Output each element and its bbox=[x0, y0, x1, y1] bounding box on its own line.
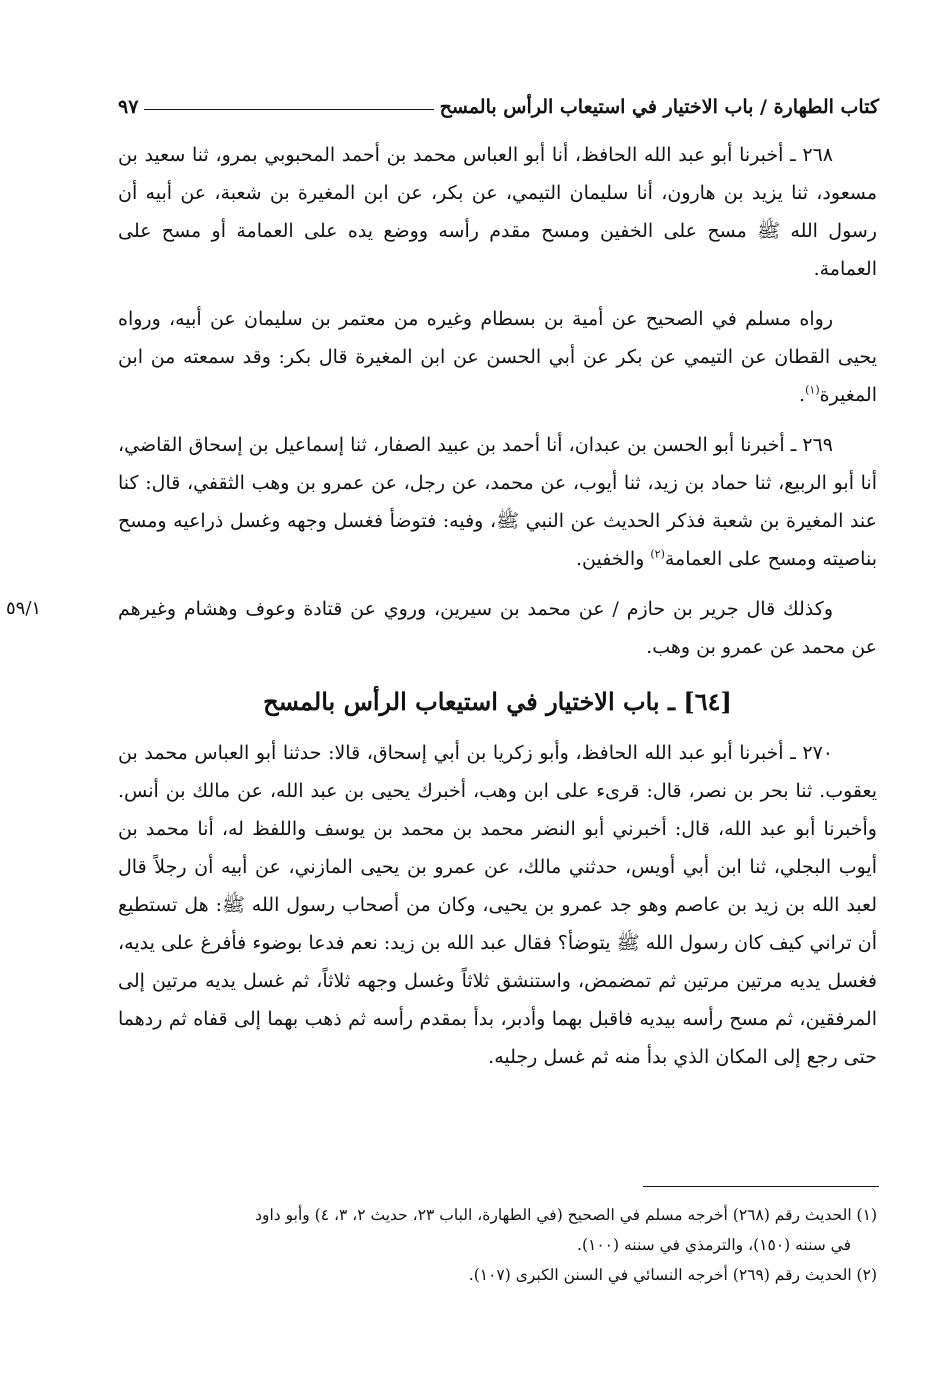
hadith-269-text: ٢٦٩ ـ أخبرنا أبو الحسن بن عبدان، أنا أحمد بن عبيد الصفار، ثنا إسماعيل بن إسحاق القاضي، أنا أبو الربيع، ثنا حماد بن زيد، ثنا أيوب، عن محمد، عن رجل، عن عمرو بن وهب الثقفي، قال: كنا عند المغيرة بن شعبة فذكر الحديث عن النبي ﷺ، وفيه: فتوضأ فغسل وجهه وغسل ذراعيه ومسح بناصيته ومسح على العمامة bbox=[118, 434, 877, 570]
running-head bbox=[118, 78, 879, 118]
running-head-title: كتاب الطهارة / باب الاختيار في استيعاب الرأس بالمسح bbox=[439, 96, 879, 118]
commentary-269-text: وكذلك قال جرير بن حازم / عن محمد بن سيرين، وروي عن قتادة وعوف وهشام وغيرهم عن محمد عن عمرو بن وهب. bbox=[118, 598, 877, 658]
commentary-268 bbox=[118, 300, 877, 414]
hadith-268-text: ٢٦٨ ـ أخبرنا أبو عبد الله الحافظ، أنا أبو العباس محمد بن أحمد المحبوبي بمرو، ثنا سعيد بن مسعود، ثنا يزيد بن هارون، أنا سليمان التيمي، عن بكر، عن ابن المغيرة بن شعبة، عن أبيه أن رسول الله ﷺ مسح على الخفين ومسح مقدم رأسه ووضع يده على العمامة أو مسح على العمامة. bbox=[118, 144, 877, 280]
footnotes bbox=[118, 1200, 877, 1290]
running-head-rule bbox=[144, 109, 433, 110]
footnote-separator bbox=[643, 1186, 879, 1187]
footnote-1 bbox=[118, 1200, 877, 1230]
commentary-269 bbox=[118, 590, 877, 666]
main-text bbox=[6, 136, 877, 1076]
footnote-ref-1: (١) bbox=[805, 383, 820, 397]
commentary-268-end: . bbox=[799, 384, 806, 406]
page-number: ٩٧ bbox=[118, 96, 139, 118]
hadith-269 bbox=[118, 426, 877, 578]
chapter-heading: [٦٤] ـ باب الاختيار في استيعاب الرأس بالمسح bbox=[263, 687, 732, 716]
margin-note: ٥٩/١ bbox=[6, 598, 42, 619]
hadith-268 bbox=[118, 136, 877, 288]
footnote-1-continued bbox=[118, 1230, 877, 1260]
hadith-270 bbox=[118, 734, 877, 1076]
commentary-268-text: رواه مسلم في الصحيح عن أمية بن بسطام وغيره من معتمر بن سليمان عن أبيه، ورواه يحيى القطان عن التيمي عن بكر عن أبي الحسن عن ابن المغيرة قال بكر: وقد سمعته من ابن المغيرة bbox=[118, 308, 877, 406]
footnote-1-line2: في سننه (١٥٠)، والترمذي في سننه (١٠٠). bbox=[577, 1236, 851, 1254]
footnote-1-line1: (١) الحديث رقم (٢٦٨) أخرجه مسلم في الصحيح (في الطهارة، الباب ٢٣، حديث ٢، ٣، ٤) وأبو داود bbox=[255, 1206, 877, 1224]
hadith-269-end: والخفين. bbox=[575, 548, 651, 570]
commentary-269-wrap bbox=[6, 590, 877, 666]
footnote-ref-2: (٢) bbox=[650, 547, 665, 561]
footnote-2 bbox=[118, 1260, 877, 1290]
footnote-2-line1: (٢) الحديث رقم (٢٦٩) أخرجه النسائي في السنن الكبرى (١٠٧). bbox=[468, 1266, 877, 1284]
hadith-270-text: ٢٧٠ ـ أخبرنا أبو عبد الله الحافظ، وأبو زكريا بن أبي إسحاق، قالا: حدثنا أبو العباس محمد بن يعقوب. ثنا بحر بن نصر، قال: قرىء على ابن وهب، أخبرك يحيى بن عبد الله، عن مالك بن أنس. وأخبرنا أبو عبد الله، قال: أخبرني أبو النضر محمد بن محمد بن يوسف واللفظ له، أنا محمد بن أيوب البجلي، ثنا ابن أبي أويس، حدثني مالك، عن عمرو بن يحيى المازني، عن أبيه أن رجلاً قال لعبد الله بن زيد بن عاصم وهو جد عمرو بن يحيى، وكان من أصحاب رسول الله ﷺ: هل تستطيع أن تراني كيف كان رسول الله ﷺ يتوضأ؟ فقال عبد الله بن زيد: نعم فدعا بوضوء فأفرغ على يديه، فغسل يديه مرتين مرتين ثم تمضمض، واستنشق ثلاثاً وغسل وجهه ثلاثاً، ثم غسل يديه مرتين إلى المرفقين، ثم مسح رأسه بيديه فاقبل بهما وأدبر، بدأ بمقدم رأسه ثم ذهب بهما إلى قفاه ثم ردهما حتى رجع إلى المكان الذي بدأ منه ثم غسل رجليه. bbox=[118, 742, 877, 1068]
